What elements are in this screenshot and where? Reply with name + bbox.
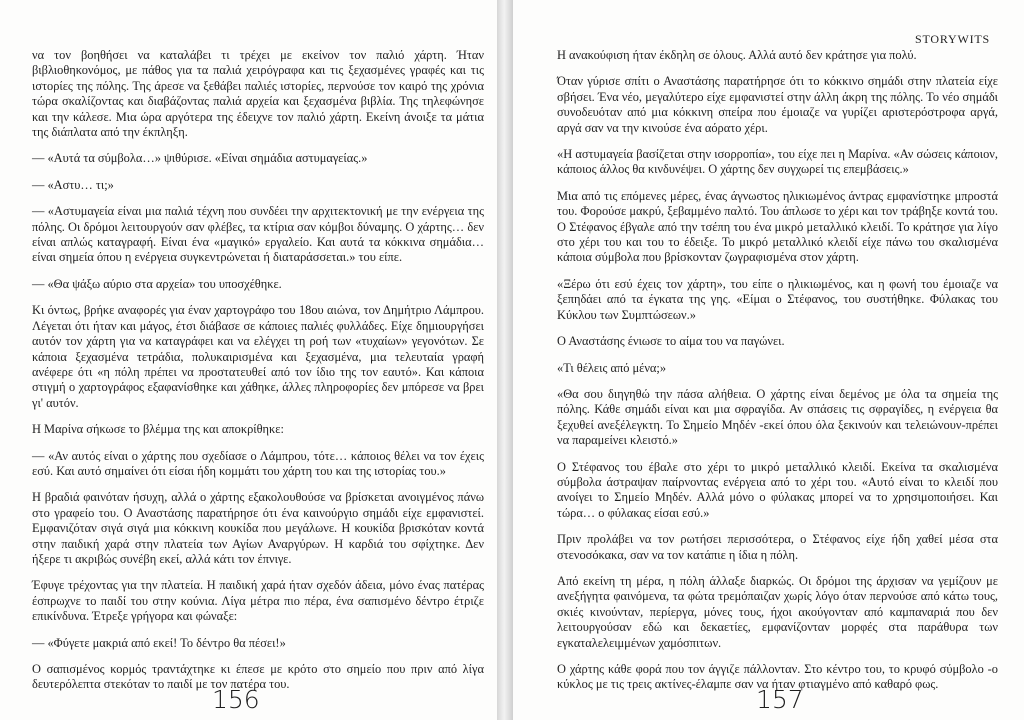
paragraph: — «Αστυμαγεία είναι μια παλιά τέχνη που συνδέει την αρχιτεκτονική με την ενέργεια της πόλης. Οι δρόμοι λειτουργούν σαν φλέβες, τα κτίρια σαν κόμβοι δύναμης. Ο χάρτης… δεν είναι απλώς καταγραφή. Είναι ένα «μαγικό» εργαλείο. Και αυτά τα κόκκινα σημάδια… είναι σημεία όπου η ενέργεια συγκεντρώνεται ή διαταράσσεται.» του είπε. (32, 204, 484, 265)
right-page (513, 0, 1024, 720)
running-header: STORYWITS (915, 32, 990, 46)
paragraph: Ο σαπισμένος κορμός τραντάχτηκε κι έπεσε με κρότο στο σημείο που πριν από λίγα δευτερόλεπτα στεκόταν το παιδί με τον πατέρα του. (32, 662, 484, 692)
page-number: 156 (212, 685, 260, 714)
paragraph: «Η αστυμαγεία βασίζεται στην ισορροπία», του είχε πει η Μαρίνα. «Αν σώσεις κάποιον, κάποιος άλλος θα κινδυνέψει. Ο χάρτης δεν συγχωρεί τις επεμβάσεις.» (557, 147, 998, 177)
paragraph: Μια από τις επόμενες μέρες, ένας άγνωστος ηλικιωμένος άντρας εμφανίστηκε μπροστά του. Φορούσε μακρύ, ξεβαμμένο παλτό. Του άπλωσε το χέρι και τον τράβηξε κοντά του. Ο Στέφανος έβγαλε από την τσέπη του ένα μικρό μεταλλικό κλειδί. Το κράτησε για λίγο στο χέρι του και του το έδειξε. Το μικρό μεταλλικό κλειδί είχε πάνω του σκαλισμένα κάποια σύμβολα που βρίσκονταν ζωγραφισμένα στον χάρτη. (557, 188, 998, 265)
paragraph: να τον βοηθήσει να καταλάβει τι τρέχει με εκείνον τον παλιό χάρτη. Ήταν βιβλιοθηκονόμος, με πάθος για τα παλιά χειρόγραφα και τις ξεχασμένες γραφές και τις ιστορίες της πόλης. Της άρεσε να ξεθάβει παλιές ιστορίες, περνούσε τον καιρό της χρόνια τώρα σκαλίζοντας και διαβάζοντας παλιά αρχεία και ξεχασμένα βιβλία. Της τηλεφώνησε και την κάλεσε. Μια ώρα αργότερα της έδειχνε τον παλιό χάρτη. Εκείνη άνοιξε τα μάτια της διάπλατα από την έκπληξη. (32, 48, 484, 140)
page-number: 157 (756, 685, 804, 714)
paragraph: Η Μαρίνα σήκωσε το βλέμμα της και αποκρίθηκε: (32, 422, 284, 437)
paragraph: — «Αν αυτός είναι ο χάρτης που σχεδίασε ο Λάμπρου, τότε… κάποιος θέλει να τον έχεις εσύ. Και αυτό σημαίνει ότι είσαι ήδη κομμάτι του χάρτη του και της ιστορίας του.» (32, 448, 484, 478)
paragraph: Έφυγε τρέχοντας για την πλατεία. Η παιδική χαρά ήταν σχεδόν άδεια, μόνο ένας πατέρας έσπρωχνε το παιδί του στην κούνια. Λίγα μέτρα πιο πέρα, ένα σαπισμένο δέντρο έτριζε επικίνδυνα. Έτρεξε γρήγορα και φώναξε: (32, 578, 484, 624)
paragraph: Ο Αναστάσης ένιωσε το αίμα του να παγώνει. (557, 334, 785, 349)
left-page (0, 0, 497, 720)
paragraph: Η βραδιά φαινόταν ήσυχη, αλλά ο χάρτης εξακολουθούσε να βρίσκεται ανοιγμένος πάνω στο γραφείο του. Ο Αναστάσης παρατήρησε ότι ένα καινούργιο σημάδι είχε εμφανιστεί. Εμφανιζόταν σιγά σιγά μια κόκκινη κουκίδα που μεγάλωνε. Η κουκίδα βρισκόταν κοντά στην παιδική χαρά στην πλατεία των Αγίων Αναργύρων. Η καρδιά του σφίχτηκε. Δεν ήξερε τι ακριβώς συνέβη εκεί, αλλά κάτι τον έπνιγε. (32, 490, 484, 566)
paragraph: Ο Στέφανος του έβαλε στο χέρι το μικρό μεταλλικό κλειδί. Εκείνα τα σκαλισμένα σύμβολα άστραψαν παίρνοντας ενέργεια από το χέρι του. «Αυτό είναι το κλειδί που ανοίγει το Σημείο Μηδέν. Αλλά μόνο ο φύλακας μπορεί να το χρησιμοποιήσει. Και τώρα… ο φύλακας είσαι εσύ.» (557, 459, 998, 520)
paragraph: Η ανακούφιση ήταν έκδηλη σε όλους. Αλλά αυτό δεν κράτησε για πολύ. (557, 48, 917, 62)
paragraph: — «Θα ψάξω αύριο στα αρχεία» του υποσχέθηκε. (32, 276, 282, 291)
paragraph: Όταν γύρισε σπίτι ο Αναστάσης παρατήρησε ότι το κόκκινο σημάδι στην πλατεία είχε σβήσει. Ένα νέο, μεγαλύτερο είχε εμφανιστεί στην άλλη άκρη της πόλης. Το νέο σημάδι συνοδευόταν από μια κόκκινη σπείρα που έμοιαζε να γυρίζει αριστερόστροφα αργά, αργά σαν να την κινούσε ένα αόρατο χέρι. (557, 74, 998, 135)
paragraph: Πριν προλάβει να τον ρωτήσει περισσότερα, ο Στέφανος είχε ήδη χαθεί μέσα στα στενοσόκακα, σαν να τον κατάπιε η ίδια η πόλη. (557, 532, 998, 562)
right-page-text (557, 48, 998, 693)
left-page-text (32, 48, 484, 693)
paragraph: «Ξέρω ότι εσύ έχεις τον χάρτη», του είπε ο ηλικιωμένος, και η φωνή του έμοιαζε να ξεπηδάει από τα έγκατα της γης. «Είμαι ο Στέφανος, του συστήθηκε. Φύλακας του Κύκλου των Συμπτώσεων.» (557, 276, 998, 322)
paragraph: Κι όντως, βρήκε αναφορές για έναν χαρτογράφο του 18ου αιώνα, τον Δημήτριο Λάμπρου. Λέγεται ότι ήταν και μάγος, έτσι διάβασε σε κάποιες παλιές φυλλάδες. Είχε δημιουργήσει αυτόν τον χάρτη για να καταγράφει και να ελέγχει τη ροή των «τυχαίων» γεγονότων. Σε κάποια ξεχασμένα τετράδια, πολυκαιρισμένα και ξεχασμένα, μια τελευταία γραφή ανέφερε ότι «η πόλη πρέπει να προστατευθεί από τον ίδιο της τον εαυτό». Και κάποια στιγμή ο χαρτογράφος εξαφανίσθηκε και χάθηκε, άλλες πληροφορίες δεν μπόρεσε να βρει γι' αυτόν. (32, 303, 484, 410)
paragraph: «Θα σου διηγηθώ την πάσα αλήθεια. Ο χάρτης είναι δεμένος με όλα τα σημεία της πόλης. Κάθε σημάδι είναι και μια σφραγίδα. Αν σπάσεις τις σφραγίδες, η ενέργεια θα ξεχυθεί ανεξέλεγκτη. Το Σημείο Μηδέν -εκεί όπου όλα ξεκινούν και τελειώνουν-πρέπει να παραμείνει κλειστό.» (557, 386, 998, 448)
book-gutter (497, 0, 513, 720)
paragraph: Ο χάρτης κάθε φορά που τον άγγιζε πάλλονταν. Στο κέντρο του, το κρυφό σύμβολο -ο κύκλος με τις τρεις ακτίνες-έλαμπε σαν να ήταν φτιαγμένο από καθαρό φως. (557, 662, 998, 692)
paragraph: «Τι θέλεις από μένα;» (557, 360, 667, 375)
paragraph: — «Αυτά τα σύμβολα…» ψιθύρισε. «Είναι σημάδια αστυμαγείας.» (32, 151, 368, 166)
paragraph: — «Φύγετε μακριά από εκεί! Το δέντρο θα πέσει!» (32, 635, 286, 650)
paragraph: Από εκείνη τη μέρα, η πόλη άλλαξε διαρκώς. Οι δρόμοι της άρχισαν να γεμίζουν με ανεξήγητα φαινόμενα, τα φώτα τρεμόπαιζαν χωρίς λόγο όταν περνούσε από κάτω τους, σκιές κινούνταν, περίεργα, μόνες τους, ήχοι ακούγονταν από καμπαναριά που δεν λειτουργούσαν εδώ και δεκαετίες, εμφανίζονταν μορφές στα παράθυρα των εγκαταλελειμμένων χαμόσπιτων. (557, 573, 998, 650)
paragraph: — «Αστυ… τι;» (32, 177, 114, 192)
